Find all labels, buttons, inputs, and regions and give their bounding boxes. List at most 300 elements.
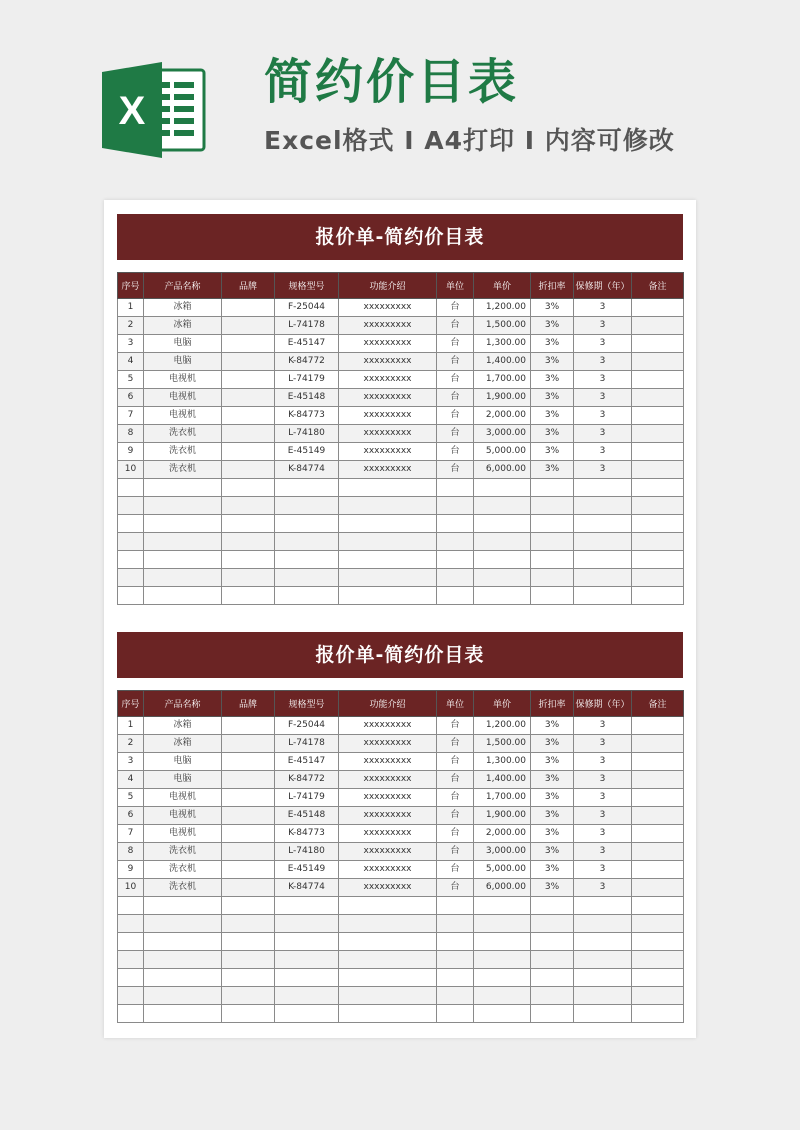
- table-cell[interactable]: [531, 479, 574, 497]
- table-cell[interactable]: 电视机: [144, 407, 222, 425]
- table-cell[interactable]: 3: [574, 389, 632, 407]
- table-cell[interactable]: [118, 515, 144, 533]
- table-cell[interactable]: [437, 515, 474, 533]
- table-cell[interactable]: [574, 533, 632, 551]
- table-cell[interactable]: 3%: [531, 753, 574, 771]
- table-cell[interactable]: 3: [574, 735, 632, 753]
- table-cell[interactable]: [474, 897, 531, 915]
- table-cell[interactable]: [222, 771, 275, 789]
- table-cell[interactable]: [632, 969, 684, 987]
- table-cell[interactable]: [474, 1005, 531, 1023]
- table-cell[interactable]: [632, 753, 684, 771]
- table-cell[interactable]: L-74179: [275, 371, 339, 389]
- table-cell[interactable]: 冰箱: [144, 317, 222, 335]
- table-cell[interactable]: L-74180: [275, 843, 339, 861]
- table-cell[interactable]: [275, 497, 339, 515]
- table-cell[interactable]: [531, 933, 574, 951]
- table-cell[interactable]: [474, 987, 531, 1005]
- table-cell[interactable]: [118, 969, 144, 987]
- table-cell[interactable]: [144, 515, 222, 533]
- table-cell[interactable]: 6,000.00: [474, 461, 531, 479]
- table-cell[interactable]: 1,900.00: [474, 807, 531, 825]
- table-cell[interactable]: [474, 933, 531, 951]
- table-cell[interactable]: [574, 897, 632, 915]
- table-cell[interactable]: 3%: [531, 771, 574, 789]
- table-cell[interactable]: 电视机: [144, 807, 222, 825]
- table-cell[interactable]: 3: [574, 443, 632, 461]
- table-cell[interactable]: [437, 933, 474, 951]
- table-cell[interactable]: F-25044: [275, 717, 339, 735]
- table-cell[interactable]: xxxxxxxxx: [339, 825, 437, 843]
- table-cell[interactable]: 3: [574, 717, 632, 735]
- table-cell[interactable]: 3: [574, 753, 632, 771]
- table-cell[interactable]: [632, 879, 684, 897]
- table-cell[interactable]: xxxxxxxxx: [339, 299, 437, 317]
- table-cell[interactable]: [339, 1005, 437, 1023]
- table-cell[interactable]: E-45147: [275, 335, 339, 353]
- table-cell[interactable]: xxxxxxxxx: [339, 335, 437, 353]
- table-cell[interactable]: 3: [574, 825, 632, 843]
- table-cell[interactable]: [222, 353, 275, 371]
- table-cell[interactable]: [144, 987, 222, 1005]
- table-cell[interactable]: 3%: [531, 425, 574, 443]
- table-cell[interactable]: 2: [118, 735, 144, 753]
- table-cell[interactable]: [222, 843, 275, 861]
- table-cell[interactable]: 1,300.00: [474, 753, 531, 771]
- table-cell[interactable]: xxxxxxxxx: [339, 789, 437, 807]
- table-cell[interactable]: [339, 515, 437, 533]
- table-cell[interactable]: [632, 317, 684, 335]
- table-cell[interactable]: [222, 969, 275, 987]
- table-cell[interactable]: [144, 551, 222, 569]
- table-cell[interactable]: [118, 497, 144, 515]
- table-cell[interactable]: K-84772: [275, 771, 339, 789]
- table-cell[interactable]: [474, 515, 531, 533]
- table-cell[interactable]: 台: [437, 735, 474, 753]
- table-cell[interactable]: 电脑: [144, 353, 222, 371]
- table-cell[interactable]: [144, 1005, 222, 1023]
- table-cell[interactable]: [632, 861, 684, 879]
- table-cell[interactable]: 9: [118, 861, 144, 879]
- table-cell[interactable]: [632, 389, 684, 407]
- table-cell[interactable]: [632, 1005, 684, 1023]
- table-cell[interactable]: [632, 789, 684, 807]
- table-cell[interactable]: [339, 915, 437, 933]
- table-cell[interactable]: 1,400.00: [474, 353, 531, 371]
- table-cell[interactable]: [222, 479, 275, 497]
- table-cell[interactable]: 台: [437, 807, 474, 825]
- table-cell[interactable]: 3: [118, 335, 144, 353]
- table-cell[interactable]: [474, 533, 531, 551]
- table-cell[interactable]: [632, 515, 684, 533]
- table-cell[interactable]: [275, 515, 339, 533]
- table-cell[interactable]: K-84774: [275, 461, 339, 479]
- table-cell[interactable]: xxxxxxxxx: [339, 861, 437, 879]
- table-cell[interactable]: 2: [118, 317, 144, 335]
- table-cell[interactable]: 1,900.00: [474, 389, 531, 407]
- table-cell[interactable]: 电视机: [144, 389, 222, 407]
- table-cell[interactable]: 8: [118, 843, 144, 861]
- table-cell[interactable]: 7: [118, 825, 144, 843]
- table-cell[interactable]: [222, 317, 275, 335]
- table-cell[interactable]: [275, 933, 339, 951]
- table-cell[interactable]: [574, 497, 632, 515]
- table-cell[interactable]: [144, 587, 222, 605]
- table-cell[interactable]: 3,000.00: [474, 425, 531, 443]
- table-cell[interactable]: 3: [574, 879, 632, 897]
- table-cell[interactable]: 3: [574, 407, 632, 425]
- table-cell[interactable]: 2,000.00: [474, 825, 531, 843]
- table-cell[interactable]: [339, 969, 437, 987]
- table-cell[interactable]: 5: [118, 789, 144, 807]
- table-cell[interactable]: [574, 915, 632, 933]
- table-cell[interactable]: [118, 897, 144, 915]
- table-cell[interactable]: [275, 533, 339, 551]
- table-cell[interactable]: 3: [574, 771, 632, 789]
- table-cell[interactable]: [474, 915, 531, 933]
- table-cell[interactable]: E-45147: [275, 753, 339, 771]
- table-cell[interactable]: 8: [118, 425, 144, 443]
- table-cell[interactable]: 9: [118, 443, 144, 461]
- table-cell[interactable]: 洗衣机: [144, 843, 222, 861]
- table-cell[interactable]: xxxxxxxxx: [339, 317, 437, 335]
- table-cell[interactable]: [339, 497, 437, 515]
- table-cell[interactable]: E-45148: [275, 389, 339, 407]
- table-cell[interactable]: 6: [118, 389, 144, 407]
- table-cell[interactable]: 1,200.00: [474, 717, 531, 735]
- table-cell[interactable]: [632, 951, 684, 969]
- table-cell[interactable]: [144, 951, 222, 969]
- table-cell[interactable]: 1,300.00: [474, 335, 531, 353]
- table-cell[interactable]: [222, 933, 275, 951]
- table-cell[interactable]: [474, 551, 531, 569]
- table-cell[interactable]: [437, 551, 474, 569]
- table-cell[interactable]: K-84774: [275, 879, 339, 897]
- table-cell[interactable]: [474, 479, 531, 497]
- table-cell[interactable]: 3%: [531, 443, 574, 461]
- table-cell[interactable]: [222, 569, 275, 587]
- table-cell[interactable]: [574, 987, 632, 1005]
- table-cell[interactable]: 电视机: [144, 371, 222, 389]
- table-cell[interactable]: 5: [118, 371, 144, 389]
- table-cell[interactable]: xxxxxxxxx: [339, 389, 437, 407]
- table-cell[interactable]: 1,700.00: [474, 789, 531, 807]
- table-cell[interactable]: [222, 789, 275, 807]
- table-cell[interactable]: [118, 587, 144, 605]
- table-cell[interactable]: [632, 443, 684, 461]
- table-cell[interactable]: 5,000.00: [474, 443, 531, 461]
- table-cell[interactable]: [437, 951, 474, 969]
- table-cell[interactable]: [531, 987, 574, 1005]
- table-cell[interactable]: 3: [118, 753, 144, 771]
- table-cell[interactable]: xxxxxxxxx: [339, 407, 437, 425]
- table-cell[interactable]: [437, 497, 474, 515]
- table-cell[interactable]: 电视机: [144, 825, 222, 843]
- table-cell[interactable]: [632, 533, 684, 551]
- table-cell[interactable]: [222, 461, 275, 479]
- table-cell[interactable]: [339, 897, 437, 915]
- table-cell[interactable]: 3: [574, 353, 632, 371]
- table-cell[interactable]: 台: [437, 371, 474, 389]
- table-cell[interactable]: 3,000.00: [474, 843, 531, 861]
- table-cell[interactable]: xxxxxxxxx: [339, 753, 437, 771]
- table-cell[interactable]: 台: [437, 425, 474, 443]
- table-cell[interactable]: 10: [118, 461, 144, 479]
- table-cell[interactable]: [222, 587, 275, 605]
- table-cell[interactable]: [222, 825, 275, 843]
- table-cell[interactable]: [437, 533, 474, 551]
- table-cell[interactable]: [574, 1005, 632, 1023]
- table-cell[interactable]: 1,500.00: [474, 317, 531, 335]
- table-cell[interactable]: [339, 569, 437, 587]
- table-cell[interactable]: xxxxxxxxx: [339, 353, 437, 371]
- table-cell[interactable]: 4: [118, 353, 144, 371]
- table-cell[interactable]: [531, 1005, 574, 1023]
- table-cell[interactable]: 3%: [531, 879, 574, 897]
- table-cell[interactable]: [437, 479, 474, 497]
- table-cell[interactable]: [574, 569, 632, 587]
- table-cell[interactable]: [632, 587, 684, 605]
- table-cell[interactable]: 洗衣机: [144, 461, 222, 479]
- table-cell[interactable]: 台: [437, 443, 474, 461]
- table-cell[interactable]: 1: [118, 717, 144, 735]
- table-cell[interactable]: 3%: [531, 371, 574, 389]
- table-cell[interactable]: 3%: [531, 299, 574, 317]
- table-cell[interactable]: [632, 717, 684, 735]
- table-cell[interactable]: 台: [437, 879, 474, 897]
- table-cell[interactable]: 台: [437, 389, 474, 407]
- table-cell[interactable]: [437, 1005, 474, 1023]
- table-cell[interactable]: [118, 915, 144, 933]
- table-cell[interactable]: [275, 1005, 339, 1023]
- table-cell[interactable]: [632, 425, 684, 443]
- table-cell[interactable]: 2,000.00: [474, 407, 531, 425]
- table-cell[interactable]: [339, 987, 437, 1005]
- table-cell[interactable]: 7: [118, 407, 144, 425]
- table-cell[interactable]: [118, 569, 144, 587]
- table-cell[interactable]: [144, 569, 222, 587]
- table-cell[interactable]: K-84773: [275, 825, 339, 843]
- table-cell[interactable]: 6: [118, 807, 144, 825]
- table-cell[interactable]: 1,500.00: [474, 735, 531, 753]
- table-cell[interactable]: [275, 569, 339, 587]
- table-cell[interactable]: 3%: [531, 825, 574, 843]
- table-cell[interactable]: 台: [437, 461, 474, 479]
- table-cell[interactable]: [474, 569, 531, 587]
- table-cell[interactable]: 电脑: [144, 771, 222, 789]
- table-cell[interactable]: L-74179: [275, 789, 339, 807]
- table-cell[interactable]: [632, 843, 684, 861]
- table-cell[interactable]: [474, 497, 531, 515]
- table-cell[interactable]: 3%: [531, 461, 574, 479]
- table-cell[interactable]: [632, 461, 684, 479]
- table-cell[interactable]: [222, 897, 275, 915]
- table-cell[interactable]: 3%: [531, 735, 574, 753]
- table-cell[interactable]: [222, 1005, 275, 1023]
- table-cell[interactable]: 3: [574, 317, 632, 335]
- table-cell[interactable]: 台: [437, 771, 474, 789]
- table-cell[interactable]: [222, 425, 275, 443]
- table-cell[interactable]: 3: [574, 371, 632, 389]
- table-cell[interactable]: [632, 335, 684, 353]
- table-cell[interactable]: [144, 933, 222, 951]
- table-cell[interactable]: 台: [437, 825, 474, 843]
- table-cell[interactable]: [222, 717, 275, 735]
- table-cell[interactable]: [574, 515, 632, 533]
- table-cell[interactable]: [531, 969, 574, 987]
- table-cell[interactable]: xxxxxxxxx: [339, 425, 437, 443]
- table-cell[interactable]: 1: [118, 299, 144, 317]
- table-cell[interactable]: [531, 551, 574, 569]
- table-cell[interactable]: 冰箱: [144, 717, 222, 735]
- table-cell[interactable]: [144, 479, 222, 497]
- table-cell[interactable]: 3: [574, 299, 632, 317]
- table-cell[interactable]: [339, 533, 437, 551]
- table-cell[interactable]: 1,200.00: [474, 299, 531, 317]
- table-cell[interactable]: [222, 915, 275, 933]
- table-cell[interactable]: [339, 951, 437, 969]
- table-cell[interactable]: 3: [574, 335, 632, 353]
- table-cell[interactable]: [632, 825, 684, 843]
- table-cell[interactable]: K-84773: [275, 407, 339, 425]
- table-cell[interactable]: 3%: [531, 389, 574, 407]
- table-cell[interactable]: [222, 753, 275, 771]
- table-cell[interactable]: 3%: [531, 317, 574, 335]
- table-cell[interactable]: xxxxxxxxx: [339, 443, 437, 461]
- table-cell[interactable]: xxxxxxxxx: [339, 843, 437, 861]
- table-cell[interactable]: [437, 897, 474, 915]
- table-cell[interactable]: 5,000.00: [474, 861, 531, 879]
- table-cell[interactable]: [222, 497, 275, 515]
- table-cell[interactable]: [275, 951, 339, 969]
- table-cell[interactable]: 3%: [531, 861, 574, 879]
- table-cell[interactable]: [275, 987, 339, 1005]
- table-cell[interactable]: [632, 479, 684, 497]
- table-cell[interactable]: [144, 897, 222, 915]
- table-cell[interactable]: [222, 879, 275, 897]
- table-cell[interactable]: 3%: [531, 407, 574, 425]
- table-cell[interactable]: 台: [437, 861, 474, 879]
- table-cell[interactable]: [574, 479, 632, 497]
- table-cell[interactable]: [574, 951, 632, 969]
- table-cell[interactable]: 3: [574, 807, 632, 825]
- table-cell[interactable]: [474, 587, 531, 605]
- table-cell[interactable]: [632, 771, 684, 789]
- table-cell[interactable]: 3: [574, 789, 632, 807]
- table-cell[interactable]: E-45149: [275, 861, 339, 879]
- table-cell[interactable]: [222, 371, 275, 389]
- table-cell[interactable]: [437, 969, 474, 987]
- table-cell[interactable]: [339, 479, 437, 497]
- table-cell[interactable]: K-84772: [275, 353, 339, 371]
- table-cell[interactable]: [531, 897, 574, 915]
- table-cell[interactable]: [222, 735, 275, 753]
- table-cell[interactable]: [632, 497, 684, 515]
- table-cell[interactable]: [118, 1005, 144, 1023]
- table-cell[interactable]: 10: [118, 879, 144, 897]
- table-cell[interactable]: L-74178: [275, 317, 339, 335]
- table-cell[interactable]: L-74180: [275, 425, 339, 443]
- table-cell[interactable]: 3: [574, 461, 632, 479]
- table-cell[interactable]: 3: [574, 861, 632, 879]
- table-cell[interactable]: [118, 951, 144, 969]
- table-cell[interactable]: [632, 735, 684, 753]
- table-cell[interactable]: [632, 407, 684, 425]
- table-cell[interactable]: [275, 915, 339, 933]
- table-cell[interactable]: [531, 497, 574, 515]
- table-cell[interactable]: 6,000.00: [474, 879, 531, 897]
- table-cell[interactable]: 3%: [531, 717, 574, 735]
- table-cell[interactable]: [632, 915, 684, 933]
- table-cell[interactable]: [222, 335, 275, 353]
- table-cell[interactable]: 台: [437, 753, 474, 771]
- table-cell[interactable]: [474, 969, 531, 987]
- table-cell[interactable]: [632, 807, 684, 825]
- table-cell[interactable]: [144, 969, 222, 987]
- table-cell[interactable]: [531, 587, 574, 605]
- table-cell[interactable]: 3%: [531, 807, 574, 825]
- table-cell[interactable]: 洗衣机: [144, 443, 222, 461]
- table-cell[interactable]: xxxxxxxxx: [339, 879, 437, 897]
- table-cell[interactable]: [118, 987, 144, 1005]
- table-cell[interactable]: [275, 479, 339, 497]
- table-cell[interactable]: [118, 479, 144, 497]
- table-cell[interactable]: [531, 915, 574, 933]
- table-cell[interactable]: 电脑: [144, 753, 222, 771]
- table-cell[interactable]: [222, 987, 275, 1005]
- table-cell[interactable]: 洗衣机: [144, 425, 222, 443]
- table-cell[interactable]: 洗衣机: [144, 879, 222, 897]
- table-cell[interactable]: [144, 533, 222, 551]
- table-cell[interactable]: [118, 533, 144, 551]
- table-cell[interactable]: [222, 807, 275, 825]
- table-cell[interactable]: 台: [437, 299, 474, 317]
- table-cell[interactable]: xxxxxxxxx: [339, 717, 437, 735]
- table-cell[interactable]: [275, 551, 339, 569]
- table-cell[interactable]: 冰箱: [144, 735, 222, 753]
- table-cell[interactable]: xxxxxxxxx: [339, 735, 437, 753]
- table-cell[interactable]: L-74178: [275, 735, 339, 753]
- table-cell[interactable]: [339, 551, 437, 569]
- table-cell[interactable]: [632, 569, 684, 587]
- table-cell[interactable]: 洗衣机: [144, 861, 222, 879]
- table-cell[interactable]: [632, 987, 684, 1005]
- table-cell[interactable]: [632, 299, 684, 317]
- table-cell[interactable]: [632, 551, 684, 569]
- table-cell[interactable]: xxxxxxxxx: [339, 771, 437, 789]
- table-cell[interactable]: [574, 587, 632, 605]
- table-cell[interactable]: F-25044: [275, 299, 339, 317]
- table-cell[interactable]: [222, 533, 275, 551]
- table-cell[interactable]: 台: [437, 317, 474, 335]
- table-cell[interactable]: [531, 569, 574, 587]
- table-cell[interactable]: 台: [437, 843, 474, 861]
- table-cell[interactable]: 3: [574, 843, 632, 861]
- table-cell[interactable]: 台: [437, 717, 474, 735]
- table-cell[interactable]: [118, 933, 144, 951]
- table-cell[interactable]: [574, 969, 632, 987]
- table-cell[interactable]: [531, 515, 574, 533]
- table-cell[interactable]: 3%: [531, 789, 574, 807]
- table-cell[interactable]: [222, 407, 275, 425]
- table-cell[interactable]: 台: [437, 335, 474, 353]
- table-cell[interactable]: [222, 443, 275, 461]
- table-cell[interactable]: [632, 353, 684, 371]
- table-cell[interactable]: [222, 861, 275, 879]
- table-cell[interactable]: [222, 551, 275, 569]
- table-cell[interactable]: xxxxxxxxx: [339, 461, 437, 479]
- table-cell[interactable]: [339, 587, 437, 605]
